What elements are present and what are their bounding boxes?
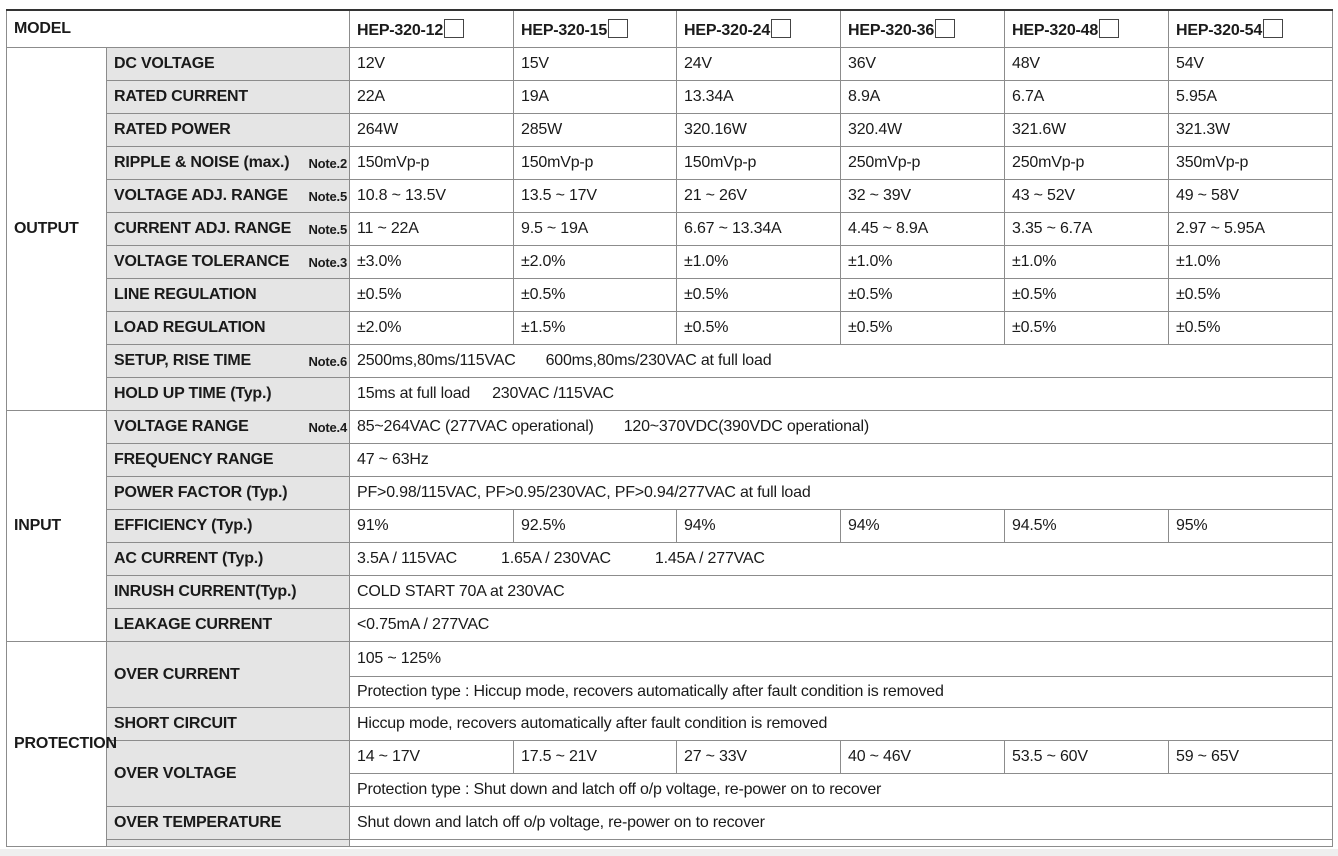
value-cell: ±1.0% [841, 246, 1005, 279]
value-cell: ±0.5% [841, 279, 1005, 312]
value-cell: 95% [1169, 510, 1333, 543]
value-cell: 6.67 ~ 13.34A [677, 213, 841, 246]
row-short-circuit [7, 708, 1333, 741]
value-cell: 94.5% [1005, 510, 1169, 543]
value-cell-wide [350, 543, 1333, 576]
value-part: 1.45A / 277VAC [654, 550, 765, 567]
row-current-adj [7, 213, 1333, 246]
model-hep-320-54 [1169, 10, 1333, 48]
value-cell: 92.5% [514, 510, 677, 543]
item-label: LINE REGULATION [107, 279, 350, 312]
value-cell: ±1.5% [514, 312, 677, 345]
value-cell: 250mVp-p [841, 147, 1005, 180]
value-cell: ±0.5% [677, 312, 841, 345]
value-cell: 59 ~ 65V [1169, 741, 1333, 774]
value-cell: ±0.5% [1169, 312, 1333, 345]
row-frequency-range [7, 444, 1333, 477]
value-cell: ±0.5% [1005, 279, 1169, 312]
item-label: FREQUENCY RANGE [107, 444, 350, 477]
value-cell: 9.5 ~ 19A [514, 213, 677, 246]
value-cell: 49 ~ 58V [1169, 180, 1333, 213]
value-cell: ±0.5% [350, 279, 514, 312]
item-label: AC CURRENT (Typ.) [107, 543, 350, 576]
item-label: OVER VOLTAGE [107, 741, 350, 807]
value-cell: 321.6W [1005, 114, 1169, 147]
row-hold-up [7, 378, 1333, 411]
row-setup-rise [7, 345, 1333, 378]
value-cell: 320.16W [677, 114, 841, 147]
value-cell: 22A [350, 81, 514, 114]
model-hep-320-15 [514, 10, 677, 48]
value-cell: 94% [841, 510, 1005, 543]
value-cell: 150mVp-p [677, 147, 841, 180]
option-checkbox [1263, 19, 1283, 38]
row-rated-current [7, 81, 1333, 114]
value-cell: ±2.0% [350, 312, 514, 345]
value-cell: 24V [677, 48, 841, 81]
value-cell-wide [350, 411, 1333, 444]
value-part: 3.5A / 115VAC [357, 550, 457, 567]
page-bottom-strip [0, 849, 1338, 856]
value-cell: 27 ~ 33V [677, 741, 841, 774]
value-cell-wide [350, 378, 1333, 411]
value-cell-wide: 47 ~ 63Hz [350, 444, 1333, 477]
value-cell: 11 ~ 22A [350, 213, 514, 246]
value-cell-wide: Shut down and latch off o/p voltage, re-power on to recover [350, 807, 1333, 840]
item-label: RIPPLE & NOISE (max.) [114, 154, 290, 171]
item-label-with-note [107, 345, 350, 378]
option-checkbox [1099, 19, 1119, 38]
item-label: LOAD REGULATION [107, 312, 350, 345]
value-cell: 150mVp-p [514, 147, 677, 180]
value-cell-wide: Hiccup mode, recovers automatically after fault condition is removed [350, 708, 1333, 741]
option-checkbox [444, 19, 464, 38]
item-label: EFFICIENCY (Typ.) [107, 510, 350, 543]
row-continuation [7, 840, 1333, 847]
value-cell: 48V [1005, 48, 1169, 81]
value-cell-wide: <0.75mA / 277VAC [350, 609, 1333, 642]
value-cell: 250mVp-p [1005, 147, 1169, 180]
item-label: CURRENT ADJ. RANGE [114, 220, 292, 237]
note-ref: Note.4 [308, 420, 347, 435]
value-cell: 32 ~ 39V [841, 180, 1005, 213]
model-name: HEP-320-24 [684, 21, 771, 39]
model-name: HEP-320-15 [521, 21, 608, 39]
note-ref: Note.3 [308, 255, 347, 270]
value-cell: ±1.0% [1005, 246, 1169, 279]
value-cell: 350mVp-p [1169, 147, 1333, 180]
row-rated-power [7, 114, 1333, 147]
section-protection: PROTECTION [7, 642, 107, 847]
row-voltage-adj [7, 180, 1333, 213]
item-label: INRUSH CURRENT(Typ.) [107, 576, 350, 609]
value-cell: 5.95A [1169, 81, 1333, 114]
value-cell: ±3.0% [350, 246, 514, 279]
value-cell: ±1.0% [1169, 246, 1333, 279]
item-label-with-note [107, 246, 350, 279]
item-label: SETUP, RISE TIME [114, 352, 251, 369]
value-cell: 13.5 ~ 17V [514, 180, 677, 213]
item-label-with-note [107, 147, 350, 180]
note-ref: Note.6 [308, 354, 347, 369]
value-cell-wide: Protection type : Shut down and latch off o/p voltage, re-power on to recover [350, 774, 1333, 807]
option-checkbox [608, 19, 628, 38]
value-part: 2500ms,80ms/115VAC [357, 352, 516, 369]
value-cell: ±0.5% [841, 312, 1005, 345]
value-cell: ±0.5% [1005, 312, 1169, 345]
value-cell: 53.5 ~ 60V [1005, 741, 1169, 774]
row-power-factor [7, 477, 1333, 510]
value-cell: 14 ~ 17V [350, 741, 514, 774]
item-label: OVER TEMPERATURE [107, 807, 350, 840]
value-cell-wide: COLD START 70A at 230VAC [350, 576, 1333, 609]
model-label: MODEL [7, 10, 350, 48]
value-part: 600ms,80ms/230VAC at full load [545, 352, 772, 369]
row-over-temperature [7, 807, 1333, 840]
option-checkbox [771, 19, 791, 38]
item-label: OVER CURRENT [107, 642, 350, 708]
value-cell: 12V [350, 48, 514, 81]
model-hep-320-48 [1005, 10, 1169, 48]
value-cell: 6.7A [1005, 81, 1169, 114]
row-leakage-current [7, 609, 1333, 642]
item-label-with-note [107, 411, 350, 444]
value-cell: 264W [350, 114, 514, 147]
item-label: HOLD UP TIME (Typ.) [107, 378, 350, 411]
value-cell: 2.97 ~ 5.95A [1169, 213, 1333, 246]
item-label-with-note [107, 213, 350, 246]
item-label: VOLTAGE RANGE [114, 418, 249, 435]
row-load-regulation [7, 312, 1333, 345]
row-voltage-tolerance [7, 246, 1333, 279]
item-label: LEAKAGE CURRENT [107, 609, 350, 642]
value-cell: 4.45 ~ 8.9A [841, 213, 1005, 246]
model-hep-320-24 [677, 10, 841, 48]
value-cell: 3.35 ~ 6.7A [1005, 213, 1169, 246]
continuation-cell [350, 840, 1333, 847]
value-cell-wide: 105 ~ 125% [350, 642, 1333, 677]
item-label: SHORT CIRCUIT [107, 708, 350, 741]
value-cell: 13.34A [677, 81, 841, 114]
section-input: INPUT [7, 411, 107, 642]
value-cell: 21 ~ 26V [677, 180, 841, 213]
spec-table [6, 9, 1333, 847]
value-cell: 40 ~ 46V [841, 741, 1005, 774]
value-cell-wide: PF>0.98/115VAC, PF>0.95/230VAC, PF>0.94/277VAC at full load [350, 477, 1333, 510]
value-part: 120~370VDC(390VDC operational) [623, 418, 869, 435]
item-label: POWER FACTOR (Typ.) [107, 477, 350, 510]
row-over-current [7, 642, 1333, 677]
row-line-regulation [7, 279, 1333, 312]
value-cell: ±0.5% [1169, 279, 1333, 312]
row-inrush-current [7, 576, 1333, 609]
row-ripple-noise [7, 147, 1333, 180]
row-over-voltage [7, 741, 1333, 774]
value-cell: 321.3W [1169, 114, 1333, 147]
item-label-with-note [107, 180, 350, 213]
section-output: OUTPUT [7, 48, 107, 411]
item-label: VOLTAGE TOLERANCE [114, 253, 290, 270]
option-checkbox [935, 19, 955, 38]
value-part: 1.65A / 230VAC [501, 550, 611, 567]
row-dc-voltage [7, 48, 1333, 81]
note-ref: Note.2 [308, 156, 347, 171]
value-part: 85~264VAC (277VAC operational) [357, 418, 594, 435]
model-hep-320-36 [841, 10, 1005, 48]
value-cell: 17.5 ~ 21V [514, 741, 677, 774]
row-ac-current [7, 543, 1333, 576]
value-cell: 150mVp-p [350, 147, 514, 180]
model-hep-320-12 [350, 10, 514, 48]
model-name: HEP-320-54 [1176, 21, 1263, 39]
model-name: HEP-320-48 [1012, 21, 1099, 39]
value-cell: 43 ~ 52V [1005, 180, 1169, 213]
model-name: HEP-320-12 [357, 21, 444, 39]
value-cell-wide: Protection type : Hiccup mode, recovers automatically after fault condition is removed [350, 677, 1333, 708]
value-cell: ±0.5% [514, 279, 677, 312]
item-label: RATED POWER [107, 114, 350, 147]
value-cell: 19A [514, 81, 677, 114]
value-part: 230VAC /115VAC [492, 385, 614, 402]
value-cell: 15V [514, 48, 677, 81]
model-name: HEP-320-36 [848, 21, 935, 39]
row-efficiency [7, 510, 1333, 543]
item-label: VOLTAGE ADJ. RANGE [114, 187, 288, 204]
model-row [7, 10, 1333, 48]
value-cell: ±2.0% [514, 246, 677, 279]
value-cell: 285W [514, 114, 677, 147]
value-part: 15ms at full load [357, 385, 471, 402]
item-label: RATED CURRENT [107, 81, 350, 114]
note-ref: Note.5 [308, 189, 347, 204]
value-cell: 54V [1169, 48, 1333, 81]
value-cell-wide [350, 345, 1333, 378]
value-cell: 320.4W [841, 114, 1005, 147]
value-cell: 91% [350, 510, 514, 543]
value-cell: 94% [677, 510, 841, 543]
value-cell: 8.9A [841, 81, 1005, 114]
value-cell: ±1.0% [677, 246, 841, 279]
item-label: DC VOLTAGE [107, 48, 350, 81]
row-voltage-range [7, 411, 1333, 444]
value-cell: 10.8 ~ 13.5V [350, 180, 514, 213]
note-ref: Note.5 [308, 222, 347, 237]
continuation-cell [107, 840, 350, 847]
value-cell: ±0.5% [677, 279, 841, 312]
value-cell: 36V [841, 48, 1005, 81]
